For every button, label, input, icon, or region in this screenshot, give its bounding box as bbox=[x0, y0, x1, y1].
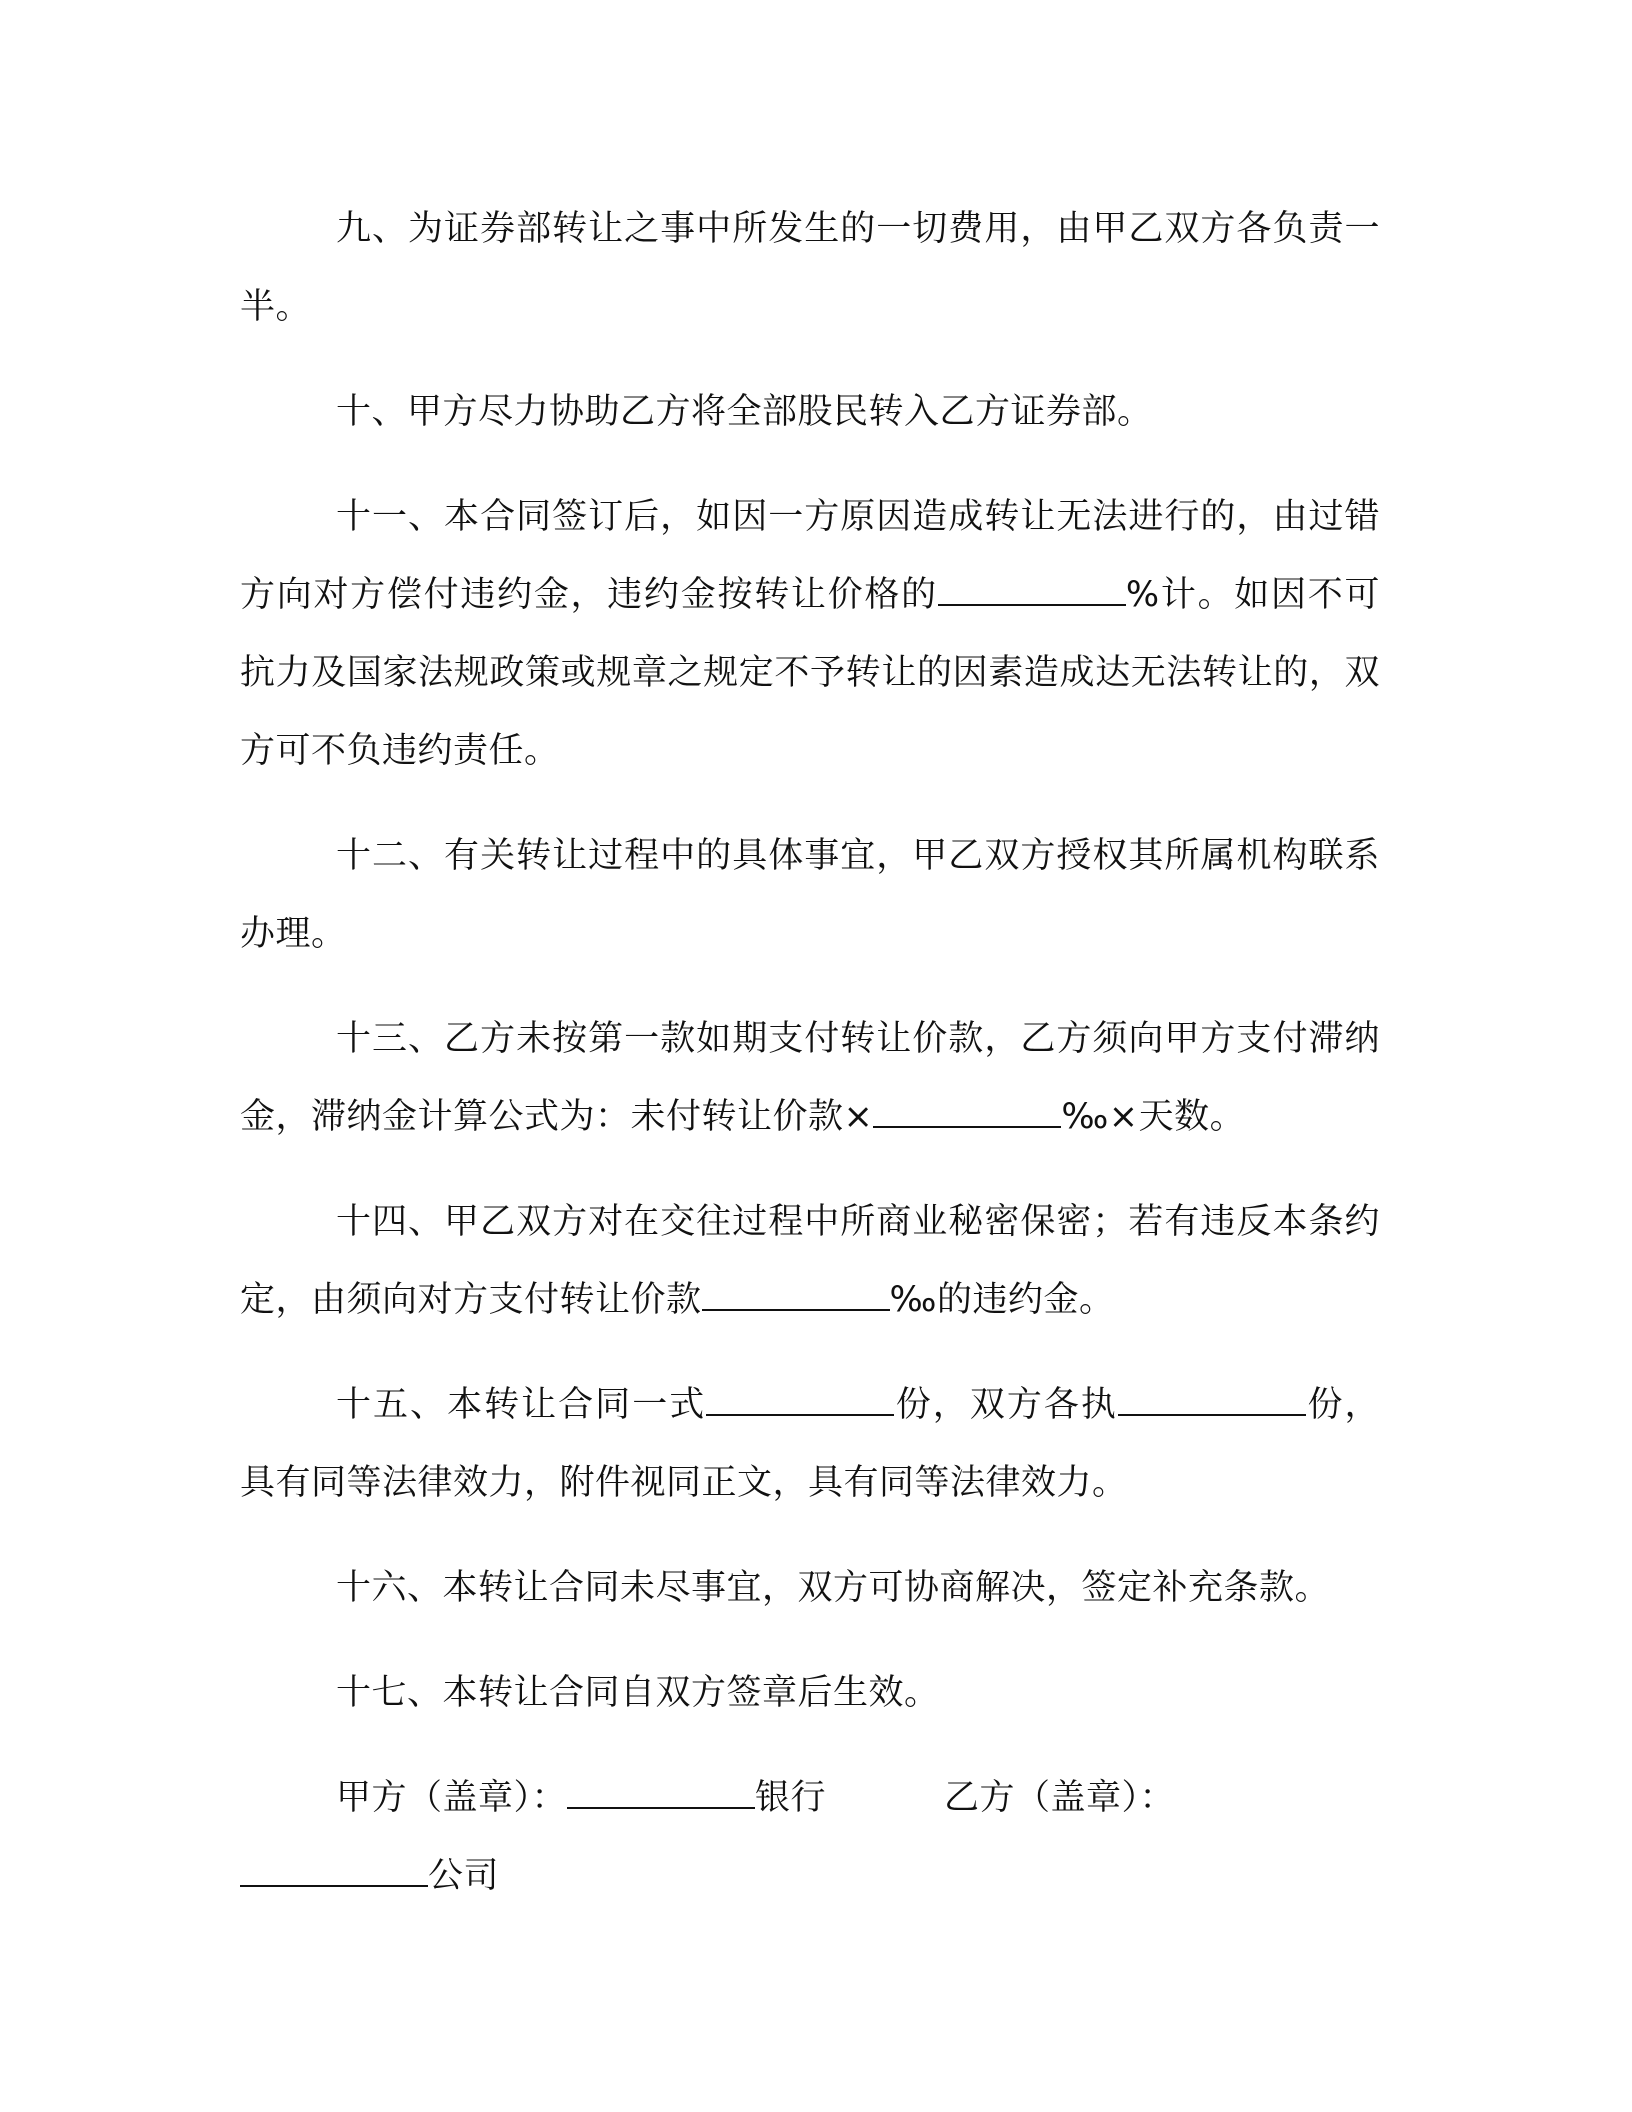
clause-11 bbox=[240, 478, 1380, 790]
clause-9 bbox=[240, 190, 1380, 346]
party-a-name-blank bbox=[567, 1781, 755, 1809]
clause-13-text-start: 十三、乙方未按第一款如期支付转让价款，乙方须向甲方支付滞纳金，滞纳金计算公式为：未付转让价款× bbox=[240, 1019, 1380, 1137]
clause-15-each-copies-blank bbox=[1118, 1388, 1306, 1416]
clause-11-text-start: 十一、本合同签订后，如因一方原因造成转让无法进行的，由过错方向对方偿付违约金，违约金按转让价格的 bbox=[240, 497, 1380, 615]
party-b-name-blank bbox=[240, 1859, 428, 1887]
clause-10-text: 十、甲方尽力协助乙方将全部股民转入乙方证券部。 bbox=[336, 392, 1153, 432]
clause-16-text: 十六、本转让合同未尽事宜，双方可协商解决，签定补充条款。 bbox=[336, 1568, 1331, 1608]
party-a-label: 甲方（盖章）： bbox=[336, 1778, 568, 1818]
clause-13 bbox=[240, 1000, 1380, 1156]
clause-14-rate-blank bbox=[702, 1283, 890, 1311]
clause-12-text: 十二、有关转让过程中的具体事宜，甲乙双方授权其所属机构联系办理。 bbox=[240, 836, 1380, 954]
signature-block bbox=[240, 1759, 1380, 1915]
clause-15-text-start: 十五、本转让合同一式 bbox=[336, 1385, 707, 1425]
clause-15 bbox=[240, 1366, 1380, 1522]
signature-line-2 bbox=[240, 1837, 1380, 1915]
clause-15-copies-blank bbox=[706, 1388, 894, 1416]
contract-page bbox=[240, 190, 1380, 1915]
clause-14 bbox=[240, 1183, 1380, 1339]
clause-10 bbox=[240, 373, 1380, 451]
clause-14-text-end: ‰的违约金。 bbox=[889, 1280, 1115, 1320]
party-b-label: 乙方（盖章）： bbox=[944, 1778, 1176, 1818]
clause-12 bbox=[240, 817, 1380, 973]
party-a-suffix: 银行 bbox=[755, 1778, 827, 1818]
clause-17-text: 十七、本转让合同自双方签章后生效。 bbox=[336, 1673, 940, 1713]
signature-line-1 bbox=[240, 1759, 1380, 1837]
party-b-suffix: 公司 bbox=[428, 1856, 500, 1896]
clause-15-text-middle: 份，双方各执 bbox=[894, 1385, 1118, 1425]
clause-15-text-end: 份，具有同等法律效力，附件视同正文，具有同等法律效力。 bbox=[240, 1385, 1380, 1503]
clause-13-rate-blank bbox=[873, 1100, 1061, 1128]
clause-16 bbox=[240, 1549, 1380, 1627]
clause-13-text-end: ‰×天数。 bbox=[1061, 1097, 1246, 1137]
clause-17 bbox=[240, 1654, 1380, 1732]
clause-11-text-end: %计。如因不可抗力及国家法规政策或规章之规定不予转让的因素造成达无法转让的，双方可不负违约责任。 bbox=[240, 575, 1380, 771]
clause-9-text: 九、为证券部转让之事中所发生的一切费用，由甲乙双方各负责一半。 bbox=[240, 209, 1380, 327]
clause-11-penalty-percent-blank bbox=[938, 578, 1126, 606]
clause-14-text-start: 十四、甲乙双方对在交往过程中所商业秘密保密；若有违反本条约定，由须向对方支付转让价款 bbox=[240, 1202, 1380, 1320]
